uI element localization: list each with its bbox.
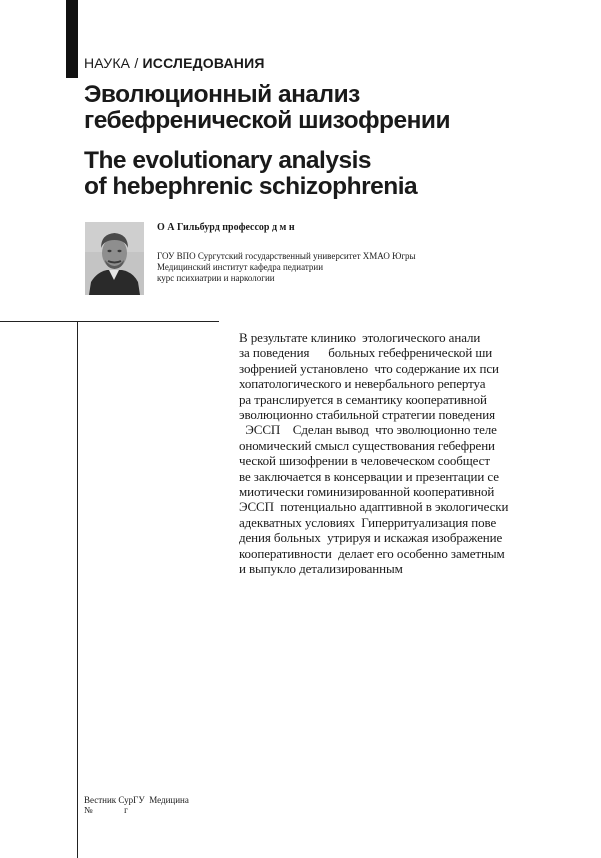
article-title	[84, 82, 450, 200]
subsection-name: ИССЛЕДОВАНИЯ	[142, 55, 265, 71]
abstract-line: ЭССП потенциально адаптивной в экологически	[239, 499, 509, 515]
abstract-line: ра транслируется в семантику кооперативной	[239, 391, 487, 407]
affiliation-line: Медицинский институт кафедра педиатрии	[157, 262, 324, 272]
title-en-line: of hebephrenic schizophrenia	[84, 173, 418, 200]
abstract-line: В результате клинико этологического анали	[239, 330, 481, 345]
title-english	[84, 148, 450, 200]
abstract-line: ческой шизофрении в человеческом сообщест	[239, 453, 490, 469]
journal-name: Вестник СурГУ Медицина	[84, 795, 189, 805]
abstract-line: миотически гоминизированной кооперативной	[239, 484, 495, 500]
vertical-rule	[77, 321, 78, 858]
abstract-line: кооперативности делает его особенно заметным	[239, 545, 505, 561]
affiliation-line: курс психиатрии и наркологии	[157, 273, 275, 283]
section-marker-bar	[66, 0, 78, 78]
title-russian	[84, 82, 450, 134]
author-affiliation	[157, 251, 416, 284]
affiliation-line: ГОУ ВПО Сургутский государственный университет ХМАО Югры	[157, 251, 416, 261]
section-separator: /	[130, 55, 143, 71]
title-ru-line: гебефренической шизофрении	[84, 107, 451, 134]
title-en-line: The evolutionary analysis	[84, 147, 372, 174]
abstract-line: дения больных утрируя и искажая изображение	[239, 530, 503, 546]
author-name: О А Гильбурд профессор д м н	[157, 222, 295, 233]
abstract-line: и выпукло детализированным	[239, 561, 403, 577]
abstract-line: зофренией установлено что содержание их пси	[239, 360, 499, 376]
abstract-line: ве заключается в консервации и презентации се	[239, 468, 499, 484]
abstract-line: за поведения больных гебефренической ши	[239, 345, 493, 361]
journal-issue: № г	[84, 805, 128, 815]
abstract-line: адекватных условиях Гиперритуализация пове	[239, 514, 497, 530]
abstract-line: хопатологического и невербального репертуа	[239, 376, 486, 392]
title-ru-line: Эволюционный анализ	[84, 81, 360, 108]
journal-footer	[84, 795, 189, 815]
author-portrait-image	[85, 222, 144, 295]
abstract	[239, 330, 508, 577]
abstract-line: эволюционно стабильной стратегии поведения	[239, 407, 495, 423]
section-name: НАУКА	[84, 55, 131, 71]
horizontal-divider	[0, 321, 219, 322]
author-photo	[85, 222, 144, 295]
abstract-line: ЭССП Сделан вывод что эволюционно теле	[239, 422, 497, 438]
section-label	[84, 55, 265, 71]
abstract-line: ономический смысл существования гебефрени	[239, 437, 495, 453]
